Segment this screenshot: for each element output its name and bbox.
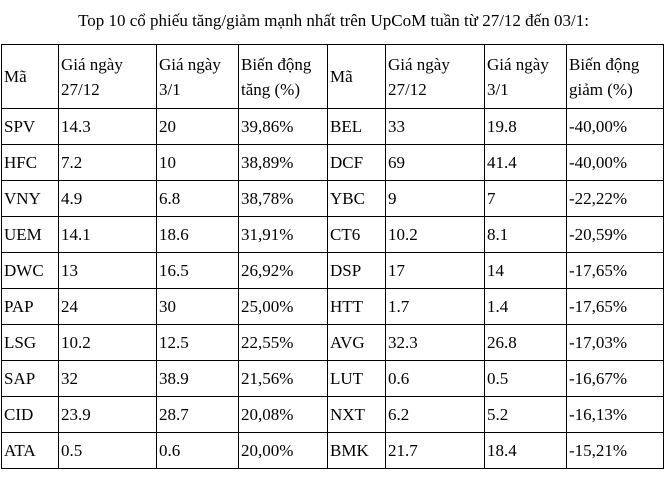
change-down-cell: -40,00% <box>567 145 664 181</box>
change-up-cell: 25,00% <box>239 289 328 325</box>
ticker-gainer-cell: VNY <box>2 181 59 217</box>
price-end-loser-cell: 26.8 <box>485 325 567 361</box>
header-change-gainers: Biến động tăng (%) <box>239 45 328 109</box>
price-start-gainer-cell: 13 <box>59 253 157 289</box>
price-start-gainer-cell: 23.9 <box>59 397 157 433</box>
price-start-gainer-cell: 10.2 <box>59 325 157 361</box>
ticker-loser-cell: DCF <box>328 145 386 181</box>
price-end-gainer-cell: 18.6 <box>157 217 239 253</box>
ticker-gainer-cell: SAP <box>2 361 59 397</box>
price-start-loser-cell: 10.2 <box>386 217 485 253</box>
table-header-row <box>2 45 664 109</box>
change-down-cell: -17,65% <box>567 289 664 325</box>
price-end-loser-cell: 0.5 <box>485 361 567 397</box>
price-start-gainer-cell: 32 <box>59 361 157 397</box>
price-end-gainer-cell: 28.7 <box>157 397 239 433</box>
price-end-loser-cell: 7 <box>485 181 567 217</box>
price-end-gainer-cell: 30 <box>157 289 239 325</box>
price-start-loser-cell: 1.7 <box>386 289 485 325</box>
header-change-losers: Biến động giảm (%) <box>567 45 664 109</box>
ticker-loser-cell: HTT <box>328 289 386 325</box>
change-up-cell: 31,91% <box>239 217 328 253</box>
price-end-loser-cell: 14 <box>485 253 567 289</box>
price-end-loser-cell: 5.2 <box>485 397 567 433</box>
header-price-start-losers: Giá ngày 27/12 <box>386 45 485 109</box>
price-start-loser-cell: 0.6 <box>386 361 485 397</box>
header-price-end-gainers: Giá ngày 3/1 <box>157 45 239 109</box>
change-down-cell: -20,59% <box>567 217 664 253</box>
table-row <box>2 217 664 253</box>
change-down-cell: -17,03% <box>567 325 664 361</box>
header-ticker-losers: Mã <box>328 45 386 109</box>
ticker-loser-cell: NXT <box>328 397 386 433</box>
price-start-loser-cell: 17 <box>386 253 485 289</box>
change-up-cell: 20,00% <box>239 433 328 469</box>
ticker-loser-cell: DSP <box>328 253 386 289</box>
price-start-gainer-cell: 7.2 <box>59 145 157 181</box>
price-start-loser-cell: 33 <box>386 109 485 145</box>
change-down-cell: -16,67% <box>567 361 664 397</box>
price-end-loser-cell: 19.8 <box>485 109 567 145</box>
price-start-gainer-cell: 14.3 <box>59 109 157 145</box>
table-row <box>2 109 664 145</box>
table-row <box>2 397 664 433</box>
ticker-loser-cell: YBC <box>328 181 386 217</box>
ticker-gainer-cell: DWC <box>2 253 59 289</box>
header-ticker-gainers: Mã <box>2 45 59 109</box>
price-end-loser-cell: 8.1 <box>485 217 567 253</box>
table-row <box>2 433 664 469</box>
ticker-gainer-cell: ATA <box>2 433 59 469</box>
table-row <box>2 181 664 217</box>
ticker-loser-cell: CT6 <box>328 217 386 253</box>
table-row <box>2 253 664 289</box>
price-end-loser-cell: 41.4 <box>485 145 567 181</box>
change-up-cell: 21,56% <box>239 361 328 397</box>
price-end-gainer-cell: 38.9 <box>157 361 239 397</box>
price-end-loser-cell: 1.4 <box>485 289 567 325</box>
ticker-loser-cell: BEL <box>328 109 386 145</box>
change-up-cell: 38,78% <box>239 181 328 217</box>
header-price-end-losers: Giá ngày 3/1 <box>485 45 567 109</box>
table-row <box>2 361 664 397</box>
price-end-loser-cell: 18.4 <box>485 433 567 469</box>
price-start-loser-cell: 32.3 <box>386 325 485 361</box>
table-body <box>2 109 664 469</box>
price-start-loser-cell: 9 <box>386 181 485 217</box>
change-up-cell: 26,92% <box>239 253 328 289</box>
stock-movers-table <box>1 44 664 469</box>
ticker-gainer-cell: LSG <box>2 325 59 361</box>
ticker-loser-cell: BMK <box>328 433 386 469</box>
table-row <box>2 289 664 325</box>
ticker-gainer-cell: CID <box>2 397 59 433</box>
table-row <box>2 325 664 361</box>
price-end-gainer-cell: 10 <box>157 145 239 181</box>
ticker-gainer-cell: SPV <box>2 109 59 145</box>
price-start-gainer-cell: 24 <box>59 289 157 325</box>
change-up-cell: 22,55% <box>239 325 328 361</box>
ticker-loser-cell: AVG <box>328 325 386 361</box>
ticker-gainer-cell: UEM <box>2 217 59 253</box>
ticker-gainer-cell: PAP <box>2 289 59 325</box>
change-up-cell: 20,08% <box>239 397 328 433</box>
change-down-cell: -40,00% <box>567 109 664 145</box>
price-start-loser-cell: 21.7 <box>386 433 485 469</box>
price-start-loser-cell: 69 <box>386 145 485 181</box>
change-down-cell: -22,22% <box>567 181 664 217</box>
price-end-gainer-cell: 12.5 <box>157 325 239 361</box>
price-end-gainer-cell: 0.6 <box>157 433 239 469</box>
price-start-gainer-cell: 0.5 <box>59 433 157 469</box>
change-up-cell: 38,89% <box>239 145 328 181</box>
price-end-gainer-cell: 6.8 <box>157 181 239 217</box>
change-up-cell: 39,86% <box>239 109 328 145</box>
table-caption: Top 10 cổ phiếu tăng/giảm mạnh nhất trên UpCoM tuần từ 27/12 đến 03/1: <box>78 11 589 30</box>
change-down-cell: -17,65% <box>567 253 664 289</box>
ticker-loser-cell: LUT <box>328 361 386 397</box>
price-end-gainer-cell: 16.5 <box>157 253 239 289</box>
price-start-loser-cell: 6.2 <box>386 397 485 433</box>
price-start-gainer-cell: 14.1 <box>59 217 157 253</box>
ticker-gainer-cell: HFC <box>2 145 59 181</box>
header-price-start-gainers: Giá ngày 27/12 <box>59 45 157 109</box>
price-end-gainer-cell: 20 <box>157 109 239 145</box>
change-down-cell: -15,21% <box>567 433 664 469</box>
price-start-gainer-cell: 4.9 <box>59 181 157 217</box>
table-row <box>2 145 664 181</box>
change-down-cell: -16,13% <box>567 397 664 433</box>
